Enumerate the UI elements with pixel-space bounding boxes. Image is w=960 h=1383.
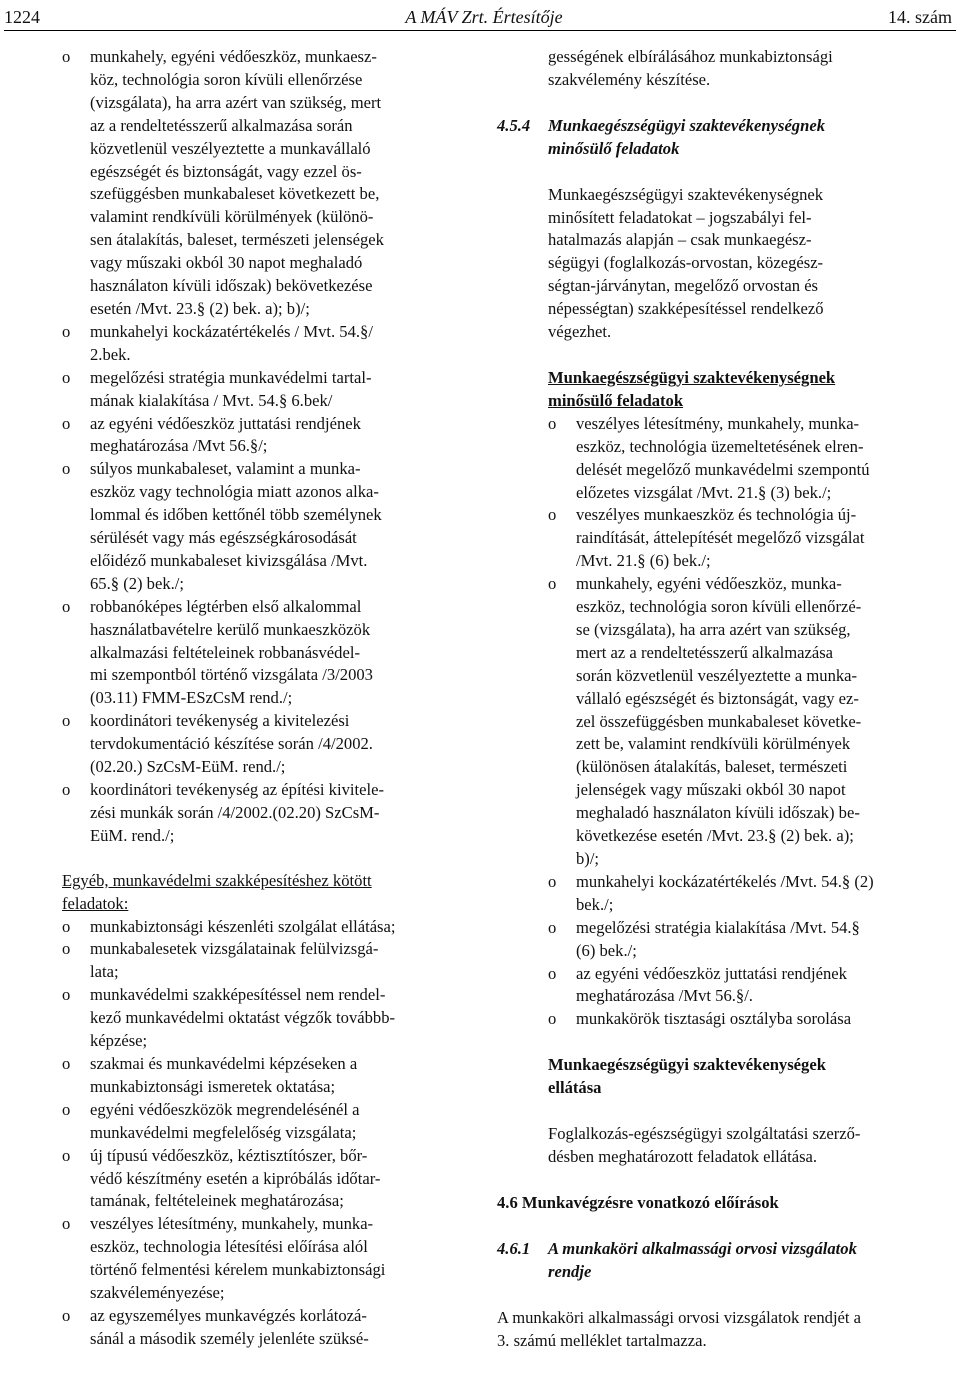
bullet-line: az a rendeltetésszerű alkalmazása során	[90, 115, 353, 135]
bullet-marker: o	[62, 367, 71, 387]
page-number: 1224	[4, 7, 40, 27]
paragraph-line: ségtan-járványtan, megelőző orvostan és	[548, 276, 819, 296]
bullet-line: zel összefüggésben munkabaleset követke-	[576, 711, 862, 731]
bullet-line: köz, technológia soron kívüli ellenőrzése	[90, 69, 363, 89]
bullet-marker: o	[548, 574, 557, 594]
bullet-line: védő készítmény esetén a kipróbálás időtar-	[90, 1168, 381, 1188]
bullet-item	[62, 596, 468, 711]
bullet-marker: o	[62, 985, 71, 1005]
spacer	[497, 1031, 959, 1054]
bullet-marker: o	[548, 505, 557, 525]
bullet-marker: o	[62, 1305, 71, 1325]
spacer	[62, 848, 468, 870]
left-bullet-list	[62, 46, 468, 848]
bullet-line: EüM. rend./;	[90, 825, 175, 845]
paragraph-line: hatalmazás alapján – csak munkaegész-	[548, 230, 812, 250]
bullet-line: az egyszemélyes munkavégzés korlátozá-	[90, 1305, 367, 1325]
bullet-line: eszköz vagy technológia miatt azonos alka-	[90, 482, 379, 502]
bullet-marker: o	[62, 413, 71, 433]
bullet-marker: o	[62, 1099, 71, 1119]
bullet-line: veszélyes létesítmény, munkahely, munka-	[90, 1214, 374, 1234]
bullet-line: zési munkák során /4/2002.(02.20) SzCsM-	[90, 802, 380, 822]
bullet-line: egészségét és biztonságát, vagy ezzel ös-	[90, 161, 362, 181]
bullet-marker: o	[62, 47, 71, 66]
bullet-line: vagy műszaki okból 30 napot meghaladó	[90, 253, 363, 273]
other-tasks-list	[62, 916, 468, 1351]
bullet-item	[62, 916, 468, 939]
spacer	[497, 1215, 959, 1238]
bullet-line: munkabalesetek vizsgálatainak felülvizsgá-	[90, 939, 379, 959]
bullet-line: robbanóképes légtérben első alkalommal	[90, 596, 362, 616]
bullet-item	[62, 779, 468, 848]
spacer	[497, 344, 959, 367]
bullet-marker: o	[548, 413, 557, 433]
bullet-line: raindítását, áttelepítését megelőző vizsgálat	[576, 528, 865, 548]
bullet-line: képzése;	[90, 1031, 148, 1051]
bullet-line: megelőzési stratégia kialakítása /Mvt. 54.§	[576, 917, 860, 937]
bullet-line: munkahelyi kockázatértékelés /Mvt. 54.§ (2)	[576, 871, 874, 891]
bullet-line: használatbavételre kerülő munkaeszközök	[90, 619, 371, 639]
bullet-line: munkabiztonsági készenléti szolgálat ellátása;	[90, 916, 396, 936]
bullet-line: (6) bek./;	[576, 940, 637, 960]
bullet-marker: o	[62, 321, 71, 341]
bullet-line: koordinátori tevékenység az építési kivitele-	[90, 780, 384, 799]
bullet-line: /Mvt. 21.§ (6) bek./;	[576, 551, 711, 571]
paragraph-line: ségügyi (foglalkozás-orvostan, közegész-	[548, 253, 824, 273]
bullet-line: sen átalakítás, baleset, természeti jelenségek	[90, 230, 384, 250]
bullet-line: b)/;	[576, 849, 600, 868]
bullet-line: sérülését vagy más egészségkárosodását	[90, 528, 357, 548]
bullet-line: előzetes vizsgálat /Mvt. 21.§ (3) bek./;	[576, 482, 832, 502]
left-column	[62, 46, 468, 1351]
publication-title: A MÁV Zrt. Értesítője	[405, 7, 563, 27]
bullet-marker: o	[62, 780, 71, 799]
bullet-line: új típusú védőeszköz, kéztisztítószer, bőr-	[90, 1145, 368, 1165]
right-column	[497, 46, 959, 1352]
bullet-line: egyéni védőeszközök megrendelésénél a	[90, 1099, 360, 1119]
bullet-line: zett be, valamint rendkívüli körülmények	[576, 734, 851, 754]
bullet-line: bek./;	[576, 894, 614, 914]
bullet-line: lommal és időben kettőnél több személynek	[90, 505, 382, 525]
bullet-line: munkavédelmi megfelelőség vizsgálata;	[90, 1122, 357, 1142]
bullet-line: megelőzési stratégia munkavédelmi tartal-	[90, 367, 372, 387]
issue-number: 14. szám	[888, 7, 952, 27]
bullet-marker: o	[62, 459, 71, 479]
other-tasks-heading: Egyéb, munkavédelmi szakképesítéshez kötött feladatok:	[62, 870, 372, 913]
bullet-line: mának kialakítása / Mvt. 54.§ 6.bek/	[90, 390, 333, 410]
section-4-6-heading: 4.6 Munkavégzésre vonatkozó előírások	[497, 1192, 779, 1212]
bullet-line: koordinátori tevékenység a kivitelezési	[90, 711, 350, 731]
bullet-item	[548, 573, 959, 871]
bullet-line: 2.bek.	[90, 344, 131, 364]
bullet-line: se (vizsgálata), ha arra azért van szükség,	[576, 619, 851, 639]
bullet-line: eszköz, technológia üzemeltetésének elren-	[576, 436, 864, 456]
bullet-marker: o	[62, 711, 71, 731]
section-4-5-4-heading: 4.5.4 Munkaegészségügyi szaktevékenységnek minősülő feladatok	[497, 115, 825, 158]
bullet-marker: o	[62, 596, 71, 616]
header-rule	[4, 30, 956, 31]
bullet-line: 65.§ (2) bek./;	[90, 573, 185, 593]
bullet-line: során közvetlenül veszélyeztette a munka-	[576, 665, 858, 685]
bullet-item	[62, 1099, 468, 1145]
bullet-line: valamint rendkívüli körülmények (különö-	[90, 207, 374, 227]
bullet-marker: o	[548, 917, 557, 937]
bullet-line: szefüggésben munkabaleset következett be,	[90, 184, 380, 204]
bullet-line: meghaladó használaton kívüli időszak) be-	[576, 803, 860, 823]
continuation-text: gességének elbírálásához munkabiztonsági szakvélemény készítése.	[548, 47, 833, 89]
bullet-item	[62, 413, 468, 459]
bullet-item	[62, 1305, 468, 1351]
bullet-line: veszélyes munkaeszköz és technológia új-	[576, 505, 857, 525]
bullet-line: az egyéni védőeszköz juttatási rendjének	[576, 963, 847, 983]
bullet-line: előidéző munkabaleset kivizsgálása /Mvt.	[90, 550, 368, 570]
paragraph-line: népességtan) szakképesítéssel rendelkező	[548, 299, 824, 319]
bullet-item	[62, 1053, 468, 1099]
bullet-item	[62, 321, 468, 367]
bullet-line: történő felmentési kérelem munkabiztonsági	[90, 1260, 386, 1280]
final-paragraph: A munkaköri alkalmassági orvosi vizsgálatok rendjét a 3. számú melléklet tartalmazza.	[497, 1307, 862, 1350]
bullet-line: lata;	[90, 962, 119, 982]
spacer	[497, 1100, 959, 1123]
bullet-marker: o	[62, 1214, 71, 1234]
bullet-item	[548, 504, 959, 573]
bullet-line: munkabiztonsági ismeretek oktatása;	[90, 1076, 336, 1096]
bullet-line: veszélyes létesítmény, munkahely, munka-	[576, 413, 860, 433]
bullet-line: meghatározása /Mvt 56.§/;	[90, 436, 268, 456]
bullet-item	[62, 458, 468, 595]
bullet-line: használaton kívüli időszak) bekövetkezése	[90, 276, 373, 296]
bullet-item	[62, 1213, 468, 1305]
bullet-line: munkakörök tisztasági osztályba sorolása	[576, 1009, 852, 1029]
right-bullet-list	[497, 413, 959, 1031]
bullet-line: következése esetén /Mvt. 23.§ (2) bek. a);	[576, 826, 854, 846]
bullet-item	[62, 367, 468, 413]
bullet-line: delését megelőző munkavédelmi szempontú	[576, 459, 870, 479]
bullet-line: eszköz, technológia soron kívüli ellenőrzé-	[576, 597, 862, 617]
section-4-5-4-paragraph	[497, 184, 959, 344]
bullet-line: kező munkavédelmi oktatást végzők továbbb-	[90, 1008, 396, 1028]
tasks-subheading: Munkaegészségügyi szaktevékenységnek minősülő feladatok	[548, 367, 836, 410]
bullet-item	[62, 710, 468, 779]
bullet-line: mi szempontból történő vizsgálata /3/2003	[90, 665, 373, 685]
bullet-line: alkalmazási feltételeinek robbanásvédel-	[90, 642, 360, 662]
supply-paragraph: Foglalkozás-egészségügyi szolgáltatási szerző- désben meghatározott feladatok ellátása.	[548, 1124, 861, 1166]
bullet-line: súlyos munkabaleset, valamint a munka-	[90, 459, 361, 479]
spacer	[497, 161, 959, 184]
bullet-marker: o	[62, 939, 71, 959]
bullet-line: esetén /Mvt. 23.§ (2) bek. a); b)/;	[90, 298, 310, 318]
bullet-line: munkavédelmi szakképesítéssel nem rendel-	[90, 985, 386, 1005]
bullet-line: szakmai és munkavédelmi képzéseken a	[90, 1053, 358, 1073]
paragraph-line: végezhet.	[548, 322, 612, 342]
bullet-line: tervdokumentáció készítése során /4/2002.	[90, 734, 373, 754]
bullet-item	[62, 938, 468, 984]
bullet-item	[62, 46, 468, 321]
bullet-line: szakvéleményezése;	[90, 1283, 225, 1303]
bullet-marker: o	[62, 1053, 71, 1073]
bullet-item	[548, 413, 959, 505]
bullet-line: vállaló egészségét és biztonságát, vagy ez-	[576, 688, 859, 708]
bullet-item	[548, 871, 959, 917]
supply-heading: Munkaegészségügyi szaktevékenységek ellátása	[548, 1055, 826, 1098]
bullet-marker: o	[62, 916, 71, 936]
bullet-line: munkahely, egyéni védőeszköz, munka-	[576, 574, 842, 594]
bullet-line: mert az a rendeltetésszerű alkalmazása	[576, 642, 834, 662]
paragraph-line: minősített feladatokat – jogszabályi fel-	[548, 207, 812, 227]
page-header	[4, 4, 956, 30]
bullet-line: (03.11) FMM-ESzCsM rend./;	[90, 688, 293, 708]
bullet-line: munkahely, egyéni védőeszköz, munkaesz-	[90, 47, 377, 66]
bullet-line: (különösen átalakítás, baleset, természeti	[576, 757, 848, 777]
bullet-item	[62, 984, 468, 1053]
bullet-line: (02.20.) SzCsM-EüM. rend./;	[90, 757, 286, 777]
bullet-line: jelenségek vagy műszaki okból 30 napot	[576, 780, 846, 800]
bullet-marker: o	[62, 1145, 71, 1165]
bullet-line: munkahelyi kockázatértékelés / Mvt. 54.§/	[90, 321, 373, 341]
bullet-line: eszköz, technologia létesítési előírása alól	[90, 1237, 368, 1257]
paragraph-line: Munkaegészségügyi szaktevékenységnek	[548, 184, 824, 204]
bullet-line: (vizsgálata), ha arra azért van szükség, mert	[90, 92, 382, 112]
bullet-item	[548, 963, 959, 1009]
bullet-line: meghatározása /Mvt 56.§/.	[576, 986, 753, 1006]
bullet-marker: o	[548, 963, 557, 983]
bullet-item	[548, 917, 959, 963]
section-4-6-1-heading: 4.6.1 A munkaköri alkalmassági orvosi vizsgálatok rendje	[497, 1238, 857, 1281]
spacer	[497, 1284, 959, 1307]
bullet-line: közvetlenül veszélyeztette a munkavállaló	[90, 138, 371, 158]
bullet-marker: o	[548, 1009, 557, 1029]
bullet-item	[62, 1145, 468, 1214]
bullet-item	[548, 1008, 959, 1031]
bullet-line: az egyéni védőeszköz juttatási rendjének	[90, 413, 361, 433]
spacer	[497, 1169, 959, 1192]
bullet-line: sánál a második személy jelenléte szüksé-	[90, 1328, 369, 1348]
spacer	[497, 92, 959, 115]
bullet-line: tamának, feltételeinek meghatározása;	[90, 1191, 344, 1211]
bullet-marker: o	[548, 871, 557, 891]
